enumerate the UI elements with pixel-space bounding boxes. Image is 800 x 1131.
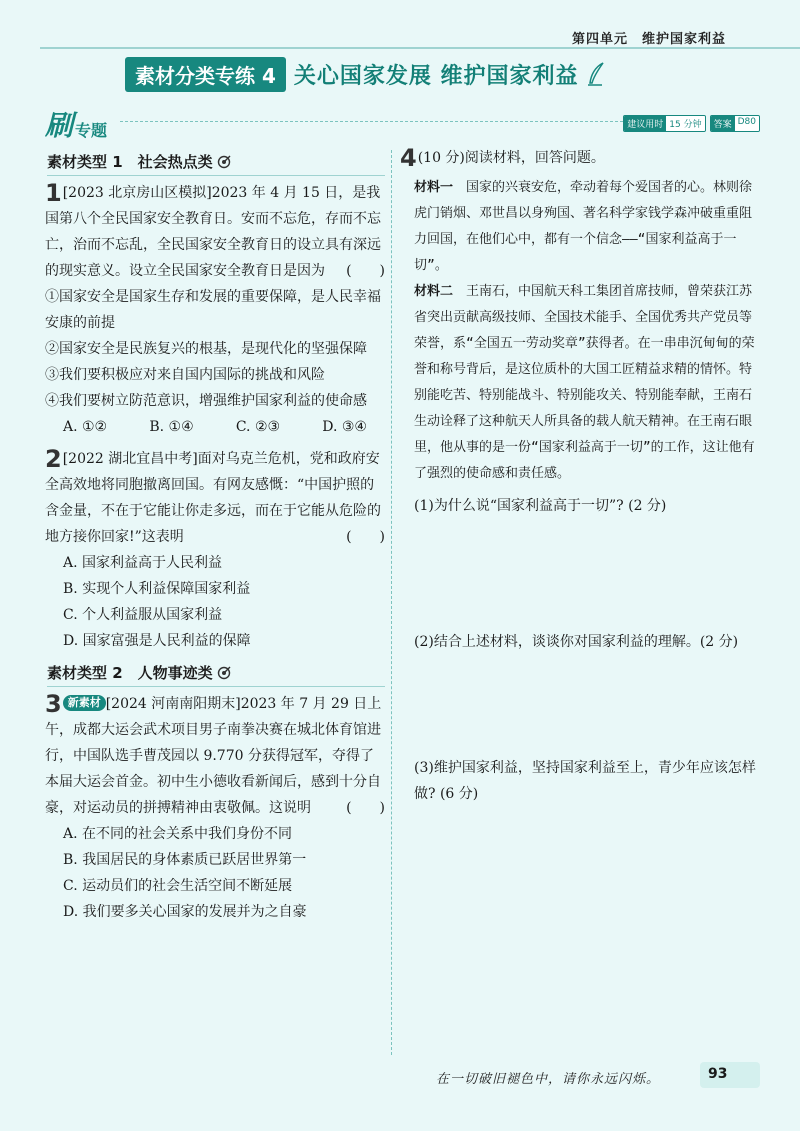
question-1 bbox=[45, 180, 385, 440]
footer-motto: 在一切破旧褪色中，请你永远闪烁。 bbox=[436, 1072, 661, 1087]
question-number: 1 bbox=[45, 179, 62, 207]
choice-option[interactable]: A. 在不同的社会关系中我们身份不同 bbox=[63, 826, 293, 842]
question-2 bbox=[45, 446, 385, 654]
column-divider bbox=[391, 150, 392, 1055]
unit-header: 第四单元 维护国家利益 bbox=[572, 32, 727, 47]
choice-option[interactable]: A. ①② bbox=[63, 419, 108, 435]
material-2: 材料二 王南石，中国航天科工集团首席技师，曾荣获江苏省突出贡献高级技师、全国技术能手、全国优秀共产党员等荣誉，系“全国五一劳动奖章”获得者。在一串串沉甸甸的荣誉和称号背后，是这位质朴的大国工匠精益求精的情怀。特别能吃苦、特别能战斗、特别能攻关、特别能奉献，王南石生动诠释了这种航天人所具备的载人航天精神。在王南石眼里，他从事的是一份“国家利益高于一切”的工作，这让他有了强烈的使命感和责任感。 bbox=[414, 284, 755, 481]
brush-rule bbox=[120, 121, 698, 122]
question-stem: [2022 湖北宜昌中考]面对乌克兰危机，党和政府安全高效地将同胞撤离回国。有网友感慨：“中国护照的含金量，不在于它能让你走多远，而在于它能从危险的地方接你回家!”这表明 ( ) bbox=[45, 446, 385, 550]
target-icon bbox=[217, 155, 231, 169]
answer-space-3[interactable] bbox=[400, 807, 760, 987]
answer-tag: 答案 D80 bbox=[710, 115, 760, 132]
choice-row bbox=[45, 414, 385, 440]
choice-option[interactable]: D. 国家富强是人民利益的保障 bbox=[63, 633, 251, 649]
answer-blank: ( ) bbox=[346, 263, 385, 279]
choice-option[interactable]: C. 运动员们的社会生活空间不断延展 bbox=[63, 878, 293, 894]
statement-item: ③我们要积极应对来自国内国际的挑战和风险 bbox=[45, 367, 325, 383]
page-title bbox=[125, 58, 607, 90]
question-number: 2 bbox=[45, 445, 62, 473]
material-1: 材料一 国家的兴衰安危，牵动着每个爱国者的心。林则徐虎门销烟、邓世昌以身殉国、著名科学家钱学森冲破重重阻力回国，在他们心中，都有一个信念——“国家利益高于一切”。 bbox=[414, 180, 753, 273]
section-heading-1: 素材类型 1 社会热点类 bbox=[47, 151, 385, 176]
choice-option[interactable]: C. 个人利益服从国家利益 bbox=[63, 607, 223, 623]
question-3 bbox=[45, 691, 385, 925]
choice-option[interactable]: D. ③④ bbox=[322, 419, 367, 435]
question-stem: 新素材 [2024 河南南阳期末]2023 年 7 月 29 日上午，成都大运会武术项目男子南拳决赛在城北体育馆进行，中国队选手曹茂园以 9.770 分获得冠军，夺得了本届大运会首金。初中生小德收看新闻后，感到十分自豪，对运动员的拼搏精神由衷敬佩。这说明 ( ) bbox=[45, 691, 385, 821]
choice-option[interactable]: B. ①④ bbox=[149, 419, 194, 435]
feather-pen-icon bbox=[585, 61, 607, 87]
statement-item: ④我们要树立防范意识，增强维护国家利益的使命感 bbox=[45, 393, 367, 409]
brush-logo bbox=[45, 104, 107, 144]
choice-option[interactable]: C. ②③ bbox=[235, 419, 281, 435]
choice-option[interactable]: A. 国家利益高于人民利益 bbox=[63, 555, 223, 571]
title-tag: 素材分类专练 4 bbox=[125, 57, 286, 92]
sub-question-3: (3)维护国家利益，坚持国家利益至上，青少年应该怎样做? (6 分) bbox=[414, 760, 756, 802]
section-heading-2: 素材类型 2 人物事迹类 bbox=[47, 662, 385, 687]
header-rule bbox=[40, 47, 800, 49]
left-column bbox=[45, 145, 385, 925]
new-material-tag: 新素材 bbox=[63, 695, 106, 711]
answer-space-1[interactable] bbox=[400, 519, 760, 629]
sub-question-1: (1)为什么说“国家利益高于一切”? (2 分) bbox=[414, 498, 667, 514]
choice-option[interactable]: B. 我国居民的身体素质已跃居世界第一 bbox=[63, 852, 307, 868]
brush-subtitle: 专题 bbox=[75, 121, 108, 140]
page-number: 93 bbox=[708, 1066, 728, 1082]
question-number: 4 bbox=[400, 144, 417, 172]
info-tags bbox=[623, 115, 760, 132]
question-stem: [2023 北京房山区模拟]2023 年 4 月 15 日，是我国第八个全民国家安全教育日。安而不忘危，存而不忘亡，治而不忘乱，全民国家安全教育日的设立具有深远的现实意义。设立全民国家安全教育日是因为 ( ) bbox=[45, 180, 385, 284]
brush-char: 刷 bbox=[45, 109, 74, 142]
answer-blank: ( ) bbox=[346, 800, 385, 816]
right-column bbox=[400, 145, 760, 987]
sub-question-2: (2)结合上述材料，谈谈你对国家利益的理解。(2 分) bbox=[414, 634, 739, 650]
statement-item: ①国家安全是国家生存和发展的重要保障，是人民幸福安康的前提 bbox=[45, 289, 381, 331]
choice-option[interactable]: B. 实现个人利益保障国家利益 bbox=[63, 581, 251, 597]
answer-space-2[interactable] bbox=[400, 655, 760, 755]
answer-blank: ( ) bbox=[346, 529, 385, 545]
question-intro: (10 分)阅读材料，回答问题。 bbox=[417, 150, 605, 166]
time-tag: 建议用时 15 分钟 bbox=[623, 115, 705, 132]
choice-option[interactable]: D. 我们要多关心国家的发展并为之自豪 bbox=[63, 904, 307, 920]
question-4 bbox=[400, 145, 760, 987]
title-main: 关心国家发展 维护国家利益 bbox=[293, 63, 579, 89]
question-number: 3 bbox=[45, 690, 62, 718]
statement-item: ②国家安全是民族复兴的根基，是现代化的坚强保障 bbox=[45, 341, 367, 357]
target-icon bbox=[217, 666, 231, 680]
